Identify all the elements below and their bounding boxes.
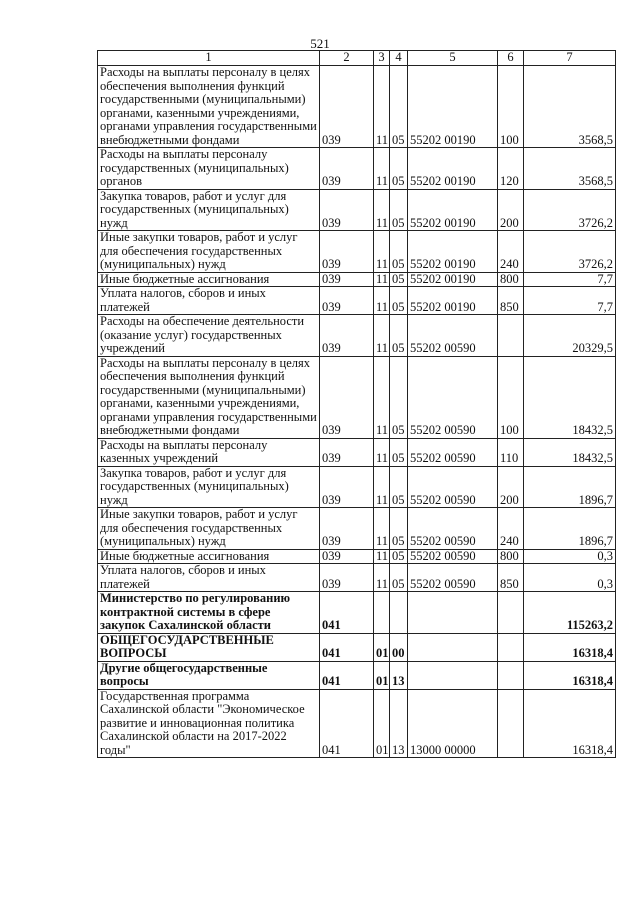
table-row (98, 438, 616, 466)
table-row (98, 231, 616, 273)
ministry-code-cell: 039 (320, 564, 374, 592)
expense-name-cell: Государственная программа Сахалинской области "Экономическое развитие и инновационная политика Сахалинской области на 2017-2022 годы" (98, 689, 320, 758)
target-article-cell: 55202 00590 (408, 466, 498, 508)
amount-cell: 3568,5 (524, 66, 616, 148)
page-number: 521 (310, 36, 330, 51)
expense-type-cell: 120 (498, 148, 524, 190)
expense-name-cell: Расходы на выплаты персоналу казенных учреждений (98, 438, 320, 466)
header-cell: 7 (524, 51, 616, 66)
amount-cell: 7,7 (524, 272, 616, 287)
subsection-cell: 05 (390, 315, 408, 357)
target-article-cell (408, 592, 498, 634)
subsection-cell: 05 (390, 466, 408, 508)
ministry-code-cell: 039 (320, 148, 374, 190)
amount-cell: 7,7 (524, 287, 616, 315)
subsection-cell: 05 (390, 66, 408, 148)
expense-name-cell: Расходы на выплаты персоналу в целях обеспечения выполнения функций государственными (муниципальными) органами, казенными учреждениями, органами управления государственными внебюджетными фондами (98, 66, 320, 148)
table-row (98, 508, 616, 550)
expense-type-cell: 240 (498, 508, 524, 550)
expense-name-cell: Иные бюджетные ассигнования (98, 549, 320, 564)
expense-type-cell: 200 (498, 466, 524, 508)
expense-type-cell (498, 592, 524, 634)
amount-cell: 16318,4 (524, 633, 616, 661)
ministry-code-cell: 039 (320, 315, 374, 357)
ministry-code-cell: 039 (320, 189, 374, 231)
amount-cell: 0,3 (524, 549, 616, 564)
header-cell: 5 (408, 51, 498, 66)
expense-name-cell: Другие общегосударственные вопросы (98, 661, 320, 689)
expense-name-cell: Уплата налогов, сборов и иных платежей (98, 564, 320, 592)
subsection-cell: 05 (390, 564, 408, 592)
expense-name-cell: Закупка товаров, работ и услуг для государственных (муниципальных) нужд (98, 466, 320, 508)
table-row (98, 148, 616, 190)
ministry-code-cell: 039 (320, 438, 374, 466)
subsection-cell: 05 (390, 508, 408, 550)
expense-type-cell (498, 633, 524, 661)
expense-type-cell (498, 661, 524, 689)
target-article-cell (408, 633, 498, 661)
subsection-cell: 05 (390, 287, 408, 315)
ministry-code-cell: 041 (320, 633, 374, 661)
target-article-cell: 55202 00190 (408, 148, 498, 190)
expense-name-cell: Расходы на выплаты персоналу в целях обеспечения выполнения функций государственными (муниципальными) органами, казенными учреждениями, органами управления государственными внебюджетными фондами (98, 356, 320, 438)
ministry-code-cell: 041 (320, 661, 374, 689)
amount-cell: 20329,5 (524, 315, 616, 357)
target-article-cell: 55202 00590 (408, 356, 498, 438)
expense-type-cell: 240 (498, 231, 524, 273)
budget-table (97, 50, 616, 758)
amount-cell: 0,3 (524, 564, 616, 592)
subsection-cell: 05 (390, 438, 408, 466)
section-cell: 11 (374, 564, 390, 592)
subsection-cell: 05 (390, 549, 408, 564)
expense-type-cell: 110 (498, 438, 524, 466)
target-article-cell: 55202 00590 (408, 564, 498, 592)
section-cell: 01 (374, 633, 390, 661)
amount-cell: 3568,5 (524, 148, 616, 190)
section-cell: 11 (374, 549, 390, 564)
ministry-code-cell: 039 (320, 549, 374, 564)
subsection-cell: 05 (390, 148, 408, 190)
section-cell: 11 (374, 315, 390, 357)
expense-name-cell: Расходы на выплаты персоналу государственных (муниципальных) органов (98, 148, 320, 190)
target-article-cell: 55202 00190 (408, 66, 498, 148)
table-row (98, 592, 616, 634)
header-cell: 4 (390, 51, 408, 66)
section-cell: 01 (374, 689, 390, 758)
section-cell: 11 (374, 189, 390, 231)
section-cell: 11 (374, 287, 390, 315)
amount-cell: 18432,5 (524, 438, 616, 466)
table-row (98, 189, 616, 231)
subsection-cell: 05 (390, 189, 408, 231)
subsection-cell: 13 (390, 661, 408, 689)
subsection-cell: 13 (390, 689, 408, 758)
target-article-cell: 55202 00590 (408, 549, 498, 564)
table-row (98, 66, 616, 148)
expense-type-cell: 800 (498, 549, 524, 564)
amount-cell: 18432,5 (524, 356, 616, 438)
subsection-cell: 05 (390, 231, 408, 273)
ministry-code-cell: 039 (320, 466, 374, 508)
section-cell: 11 (374, 66, 390, 148)
section-cell: 11 (374, 508, 390, 550)
header-cell: 2 (320, 51, 374, 66)
target-article-cell: 13000 00000 (408, 689, 498, 758)
header-row (98, 51, 616, 66)
section-cell: 11 (374, 148, 390, 190)
table-row (98, 689, 616, 758)
expense-type-cell: 850 (498, 564, 524, 592)
expense-type-cell: 800 (498, 272, 524, 287)
ministry-code-cell: 041 (320, 689, 374, 758)
section-cell: 11 (374, 231, 390, 273)
table-row (98, 661, 616, 689)
ministry-code-cell: 039 (320, 287, 374, 315)
section-cell: 11 (374, 466, 390, 508)
subsection-cell: 05 (390, 272, 408, 287)
expense-type-cell: 850 (498, 287, 524, 315)
section-cell (374, 592, 390, 634)
table-row (98, 549, 616, 564)
table-body (98, 66, 616, 758)
target-article-cell: 55202 00590 (408, 438, 498, 466)
expense-name-cell: Министерство по регулированию контрактной системы в сфере закупок Сахалинской области (98, 592, 320, 634)
expense-type-cell (498, 689, 524, 758)
ministry-code-cell: 039 (320, 231, 374, 273)
expense-type-cell: 100 (498, 66, 524, 148)
target-article-cell (408, 661, 498, 689)
table-row (98, 633, 616, 661)
subsection-cell: 05 (390, 356, 408, 438)
expense-name-cell: ОБЩЕГОСУДАРСТВЕННЫЕ ВОПРОСЫ (98, 633, 320, 661)
expense-name-cell: Иные бюджетные ассигнования (98, 272, 320, 287)
target-article-cell: 55202 00190 (408, 231, 498, 273)
amount-cell: 115263,2 (524, 592, 616, 634)
expense-name-cell: Расходы на обеспечение деятельности (оказание услуг) государственных учреждений (98, 315, 320, 357)
target-article-cell: 55202 00190 (408, 189, 498, 231)
table-row (98, 287, 616, 315)
table-row (98, 564, 616, 592)
section-cell: 11 (374, 356, 390, 438)
ministry-code-cell: 039 (320, 66, 374, 148)
header-cell: 3 (374, 51, 390, 66)
target-article-cell: 55202 00590 (408, 315, 498, 357)
header-cell: 6 (498, 51, 524, 66)
target-article-cell: 55202 00190 (408, 287, 498, 315)
subsection-cell (390, 592, 408, 634)
table-row (98, 315, 616, 357)
expense-type-cell (498, 315, 524, 357)
amount-cell: 1896,7 (524, 466, 616, 508)
ministry-code-cell: 039 (320, 508, 374, 550)
expense-name-cell: Уплата налогов, сборов и иных платежей (98, 287, 320, 315)
ministry-code-cell: 039 (320, 356, 374, 438)
target-article-cell: 55202 00590 (408, 508, 498, 550)
expense-name-cell: Иные закупки товаров, работ и услуг для обеспечения государственных (муниципальных) нужд (98, 231, 320, 273)
expense-name-cell: Иные закупки товаров, работ и услуг для обеспечения государственных (муниципальных) нужд (98, 508, 320, 550)
table-row (98, 272, 616, 287)
expense-type-cell: 200 (498, 189, 524, 231)
table-row (98, 356, 616, 438)
section-cell: 11 (374, 272, 390, 287)
ministry-code-cell: 041 (320, 592, 374, 634)
amount-cell: 3726,2 (524, 231, 616, 273)
amount-cell: 16318,4 (524, 661, 616, 689)
ministry-code-cell: 039 (320, 272, 374, 287)
target-article-cell: 55202 00190 (408, 272, 498, 287)
expense-type-cell: 100 (498, 356, 524, 438)
section-cell: 01 (374, 661, 390, 689)
section-cell: 11 (374, 438, 390, 466)
amount-cell: 1896,7 (524, 508, 616, 550)
table-row (98, 466, 616, 508)
expense-name-cell: Закупка товаров, работ и услуг для государственных (муниципальных) нужд (98, 189, 320, 231)
amount-cell: 3726,2 (524, 189, 616, 231)
amount-cell: 16318,4 (524, 689, 616, 758)
header-cell: 1 (98, 51, 320, 66)
subsection-cell: 00 (390, 633, 408, 661)
